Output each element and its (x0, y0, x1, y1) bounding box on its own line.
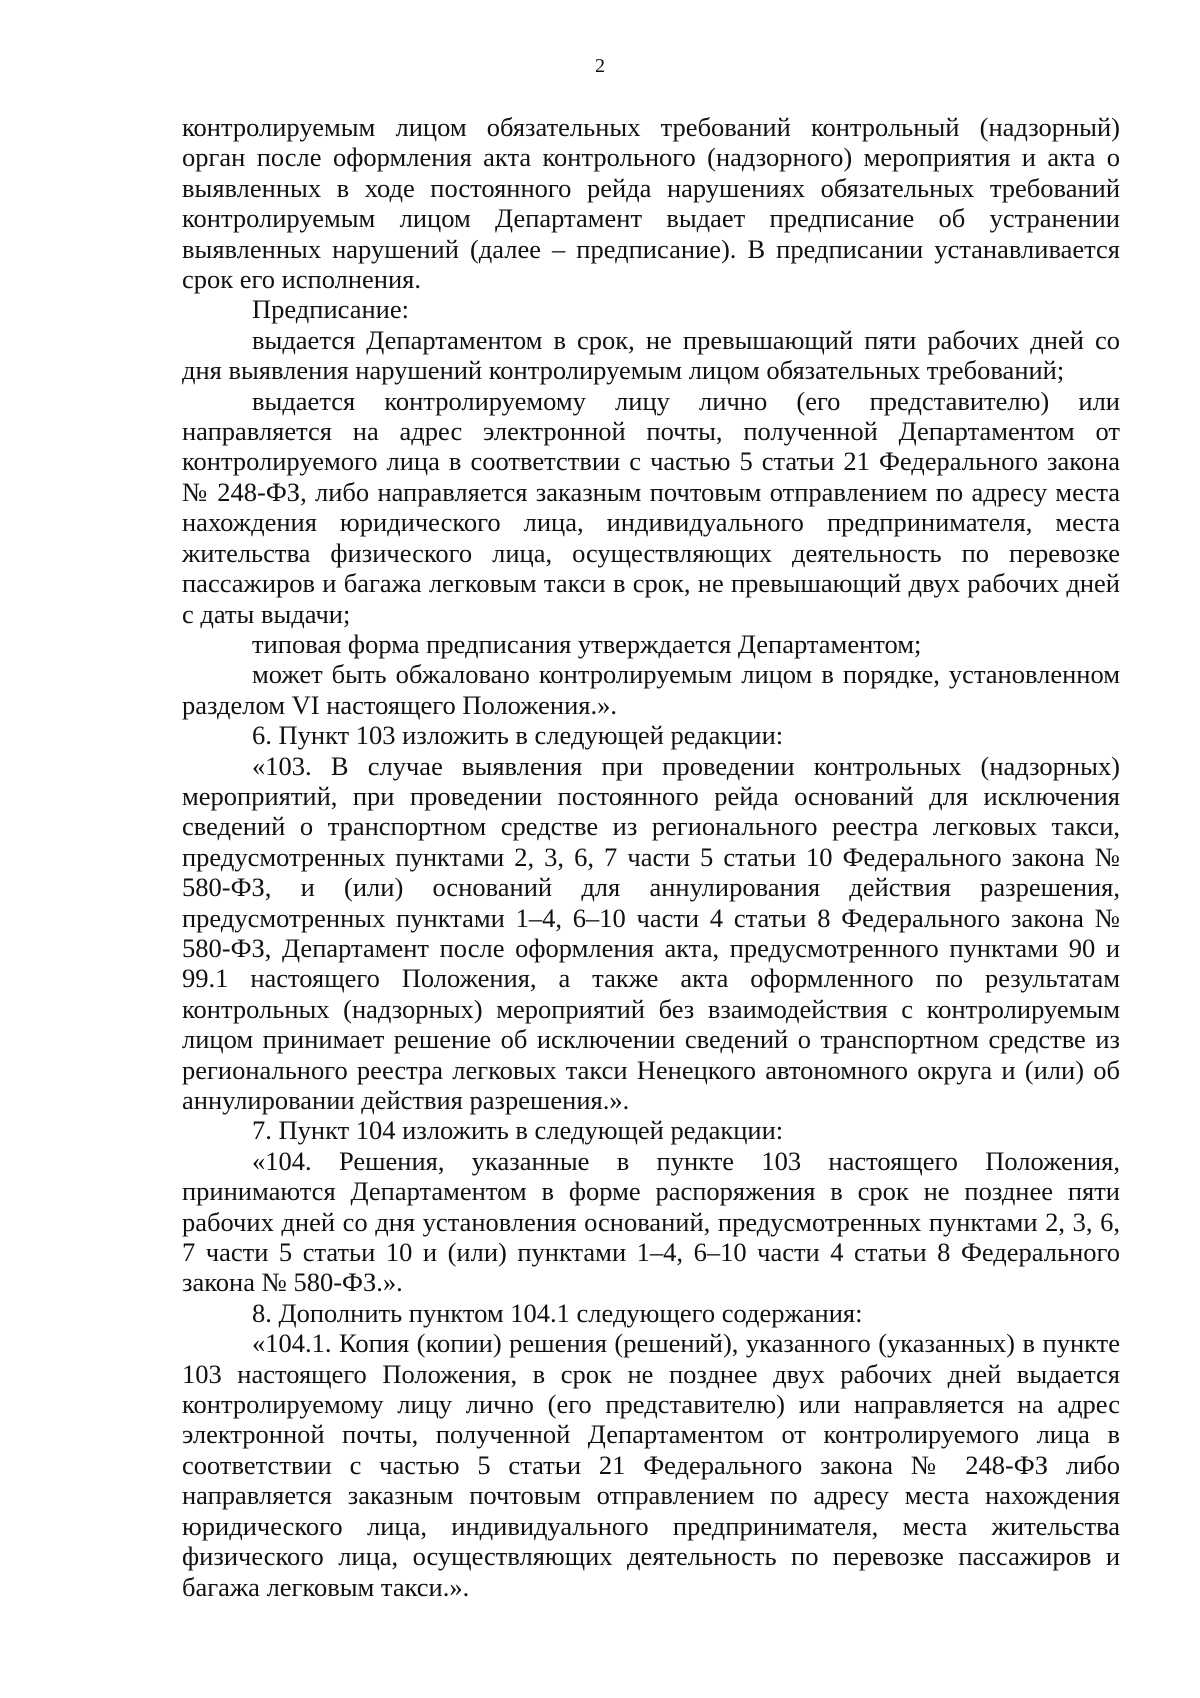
paragraph-point-104: «104. Решения, указанные в пункте 103 настоящего Положения, принимаются Департаментом в форме распоряжения в срок не позднее пяти рабочих дней со дня установления оснований, предусмотренных пунктами 2, 3, 6, 7 части 5 статьи 10 и (или) пунктами 1–4, 6–10 части 4 статьи 8 Федерального закона № 580-ФЗ.». (182, 1145, 1120, 1298)
paragraph-item-7: 7. Пункт 104 изложить в следующей редакции: (252, 1115, 784, 1146)
paragraph-prescription-heading: Предписание: (252, 294, 409, 325)
paragraph-prescription-delivery: выдается контролируемому лицу лично (его представителю) или направляется на адрес электронной почты, полученной Департаментом от контролируемого лица в соответствии с частью 5 статьи 21 Федерального закона № 248-ФЗ, либо направляется заказным почтовым отправлением по адресу места нахождения юридического лица, индивидуального предпринимателя, места жительства физического лица, осуществляющих деятельность по перевозке пассажиров и багажа легковым такси в срок, не превышающий двух рабочих дней с даты выдачи; (182, 385, 1120, 629)
paragraph-point-103: «103. В случае выявления при проведении контрольных (надзорных) мероприятий, при проведении постоянного рейда оснований для исключения сведений о транспортном средстве из регионального реестра легковых такси, предусмотренных пунктами 2, 3, 6, 7 части 5 статьи 10 Федерального закона № 580-ФЗ, и (или) оснований для аннулирования действия разрешения, предусмотренных пунктами 1–4, 6–10 части 4 статьи 8 Федерального закона № 580-ФЗ, Департамент после оформления акта, предусмотренного пунктами 90 и 99.1 настоящего Положения, а также акта оформленного по результатам контрольных (надзорных) мероприятий без взаимодействия с контролируемым лицом принимает решение об исключении сведений о транспортном средстве из регионального реестра легковых такси Ненецкого автономного округа и (или) об аннулировании действия разрешения.». (182, 750, 1120, 1115)
paragraph-prescription-term: выдается Департаментом в срок, не превышающий пяти рабочих дней со дня выявления нарушений контролируемым лицом обязательных требований; (182, 324, 1120, 386)
paragraph-item-6: 6. Пункт 103 изложить в следующей редакции: (252, 720, 784, 751)
paragraph-prescription-appeal: может быть обжаловано контролируемым лицом в порядке, установленном разделом VI настоящего Положения.». (182, 659, 1120, 720)
document-body (182, 112, 1120, 1602)
paragraph-point-104-1: «104.1. Копия (копии) решения (решений), указанного (указанных) в пункте 103 настоящего Положения, в срок не позднее двух рабочих дней выдается контролируемому лицу лично (его представителю) или направляется на адрес электронной почты, полученной Департаментом от контролируемого лица в соответствии с частью 5 статьи 21 Федерального закона № 248-ФЗ либо направляется заказным почтовым отправлением по адресу места нахождения юридического лица, индивидуального предпринимателя, места жительства физического лица, осуществляющих деятельность по перевозке пассажиров и багажа легковым такси.». (182, 1328, 1120, 1602)
paragraph-item-8: 8. Дополнить пунктом 104.1 следующего содержания: (252, 1297, 863, 1328)
page-number: 2 (595, 55, 605, 77)
paragraph-continuation: контролируемым лицом обязательных требований контрольный (надзорный) орган после оформления акта контрольного (надзорного) мероприятия и акта о выявленных в ходе постоянного рейда нарушениях обязательных требований контролируемым лицом Департамент выдает предписание об устранении выявленных нарушений (далее – предписание). В предписании устанавливается срок его исполнения. (182, 112, 1120, 295)
paragraph-prescription-form: типовая форма предписания утверждается Департаментом; (252, 628, 922, 659)
